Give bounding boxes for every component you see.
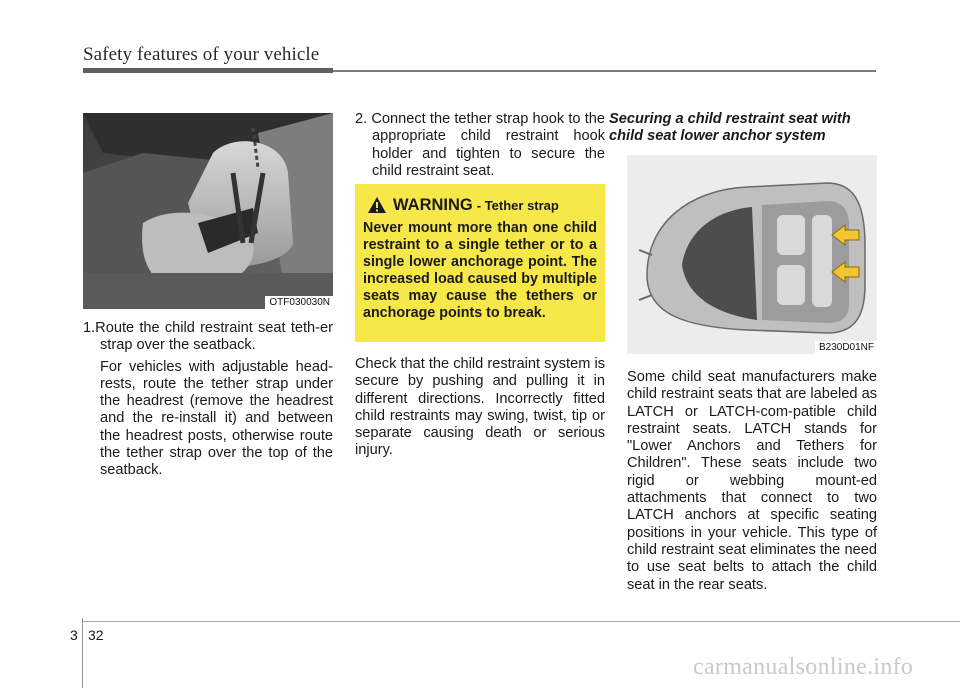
latch-car-figure	[627, 155, 877, 354]
right-column-body	[627, 369, 877, 594]
footer-divider	[82, 618, 83, 688]
step-1-note: For vehicles with adjustable head-rests, route the tether strap under the headrest (remove the headrest and the re-install it) and between the headrest posts, otherwise route the tether strap over the top of the seatback.	[100, 358, 333, 479]
section-title: Safety features of your vehicle	[83, 44, 320, 65]
photo-code-label: OTF030030N	[265, 296, 333, 309]
page-number: 32	[88, 627, 104, 643]
child-seat-photo	[83, 113, 333, 309]
warning-triangle-icon	[367, 196, 387, 214]
latch-body-text: Some child seat manufacturers make child restraint seats that are labeled as LATCH or LATCH-com-patible child restraint seats. LATCH stands for "Lower Anchors and Tethers for Children". These seats include two rigid or webbing mount-ed attachments that connect to two LATCH anchors at specific seating positions in your vehicle. This type of child restraint seat eliminates the need to use seat belts to attach the child seat in the rear seats.	[627, 369, 877, 593]
footer-rule	[82, 621, 960, 622]
step-1-text: 1.Route the child restraint seat teth-er strap over the seatback.	[83, 320, 333, 354]
check-text: Check that the child restraint system is secure by pushing and pulling it in different directions. Incorrectly fitted child restraints may swing, twist, tip or separate causing death or serious injury.	[355, 356, 605, 459]
middle-column-step	[355, 111, 605, 180]
warning-title: WARNING	[393, 195, 473, 214]
header-rule-thin	[333, 70, 876, 72]
warning-box	[355, 184, 605, 342]
child-seat-photo-icon	[83, 113, 333, 309]
left-column	[83, 320, 333, 480]
warning-subtitle: - Tether strap	[476, 197, 559, 213]
step-2-text: 2. Connect the tether strap hook to the appropriate child restraint hook holder and tighten to secure the child restraint seat.	[355, 111, 605, 179]
header-rule-thick	[83, 68, 333, 73]
warning-text: Never mount more than one child restraint to a single tether or to a single lower anchorage point. The increased load caused by multiple seats may cause the tethers or anchorage points to break.	[363, 220, 597, 322]
watermark: carmanualsonline.info	[693, 654, 914, 680]
figure-code-label: B230D01NF	[815, 341, 877, 354]
chapter-number: 3	[70, 627, 78, 643]
section-heading: Securing a child restraint seat with child seat lower anchor system	[609, 111, 851, 144]
warning-header	[367, 194, 597, 216]
car-topview-icon	[627, 155, 877, 354]
middle-column-check	[355, 356, 605, 460]
